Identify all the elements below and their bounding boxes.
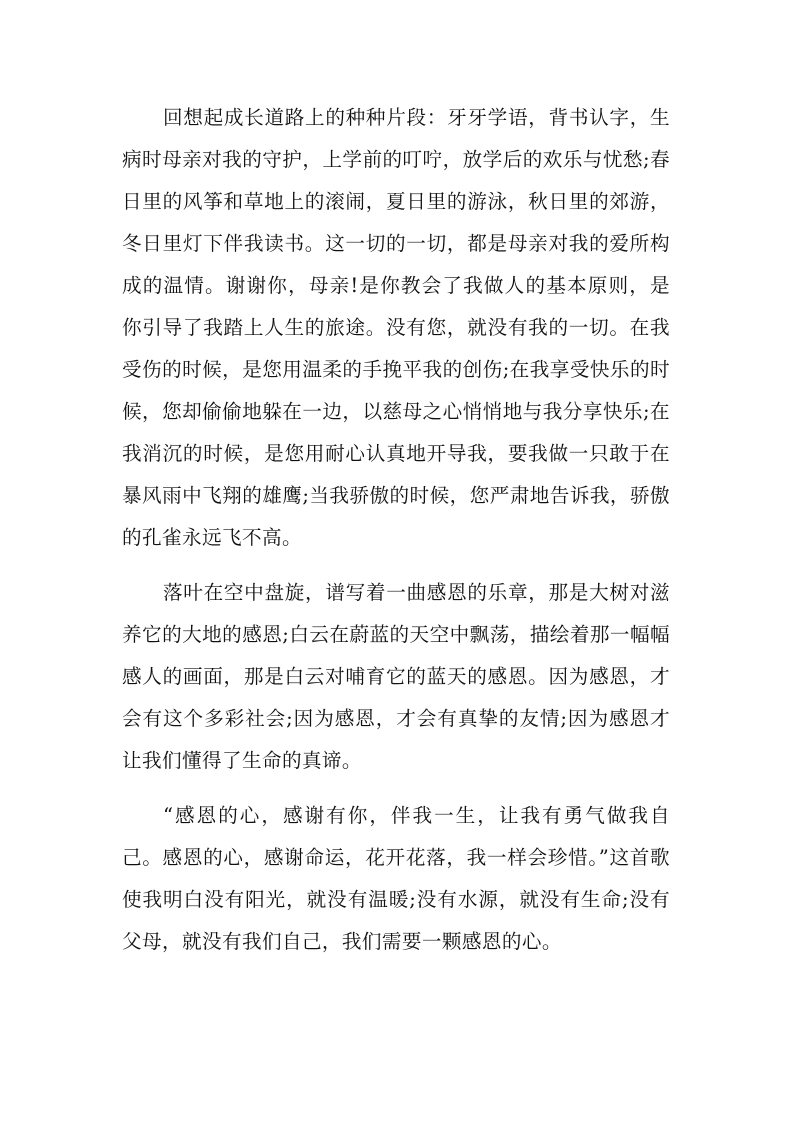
paragraph-nature-gratitude: 落叶在空中盘旋，谱写着一曲感恩的乐章，那是大树对滋养它的大地的感恩;白云在蔚蓝的天空中飘荡，描绘着那一幅幅感人的画面，那是白云对哺育它的蓝天的感恩。因为感恩，才会有这个多彩社会;因为感恩，才会有真挚的友情;因为感恩才让我们懂得了生命的真谛。: [122, 581, 670, 772]
paragraph-song-gratitude: “感恩的心，感谢有你，伴我一生，让我有勇气做我自己。感恩的心，感谢命运，花开花落，我一样会珍惜。”这首歌使我明白没有阳光，就没有温暖;没有水源，就没有生命;没有父母，就没有我们自己，我们需要一颗感恩的心。: [122, 804, 670, 953]
paragraph-mother-memories: 回想起成长道路上的种种片段：牙牙学语，背书认字，生病时母亲对我的守护，上学前的叮咛，放学后的欢乐与忧愁;春日里的风筝和草地上的滚闹，夏日里的游泳，秋日里的郊游，冬日里灯下伴我读书。这一切的一切，都是母亲对我的爱所构成的温情。谢谢你，母亲!是你教会了我做人的基本原则，是你引导了我踏上人生的旅途。没有您，就没有我的一切。在我受伤的时候，是您用温柔的手挽平我的创伤;在我享受快乐的时候，您却偷偷地躲在一边，以慈母之心悄悄地与我分享快乐;在我消沉的时候，是您用耐心认真地开导我，要我做一只敢于在暴风雨中飞翔的雄鹰;当我骄傲的时候，您严肃地告诉我，骄傲的孔雀永远飞不高。: [122, 106, 670, 549]
document-page: [122, 97, 670, 976]
